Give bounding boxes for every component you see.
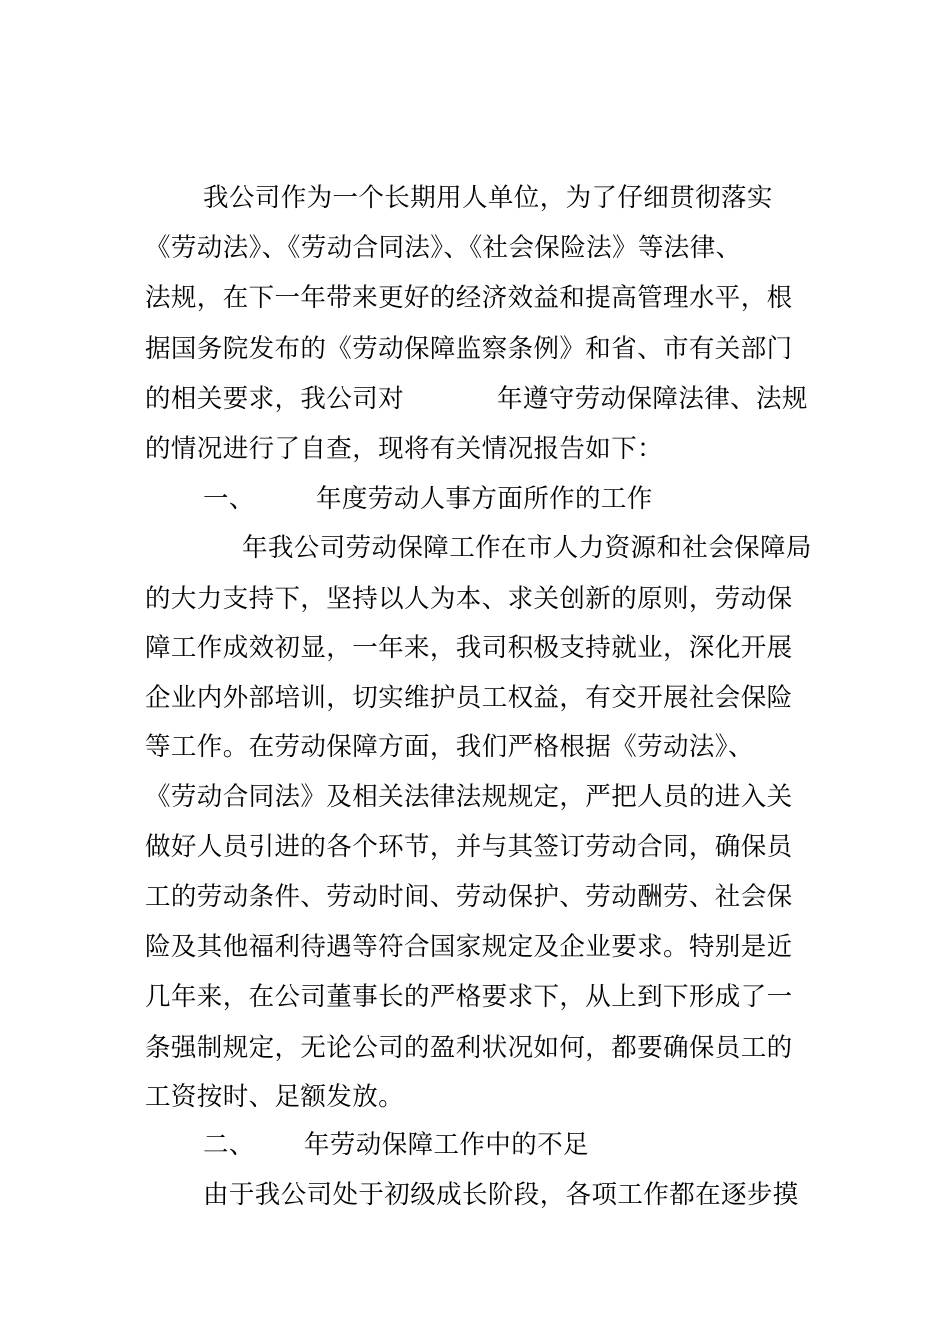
paragraph-text: 的相关要求，我公司对	[145, 384, 405, 414]
paragraph-line: 等工作。在劳动保障方面，我们严格根据《劳动法》、	[145, 732, 754, 762]
section-title: 年度劳动人事方面所作的工作	[316, 484, 653, 514]
paragraph-line: 企业内外部培训，切实维护员工权益，有交开展社会保险	[145, 683, 793, 713]
paragraph-line: 的大力支持下，坚持以人为本、求关创新的原则，劳动保	[145, 584, 793, 614]
paragraph-line: 据国务院发布的《劳动保障监察条例》和省、市有关部门	[145, 334, 793, 364]
paragraph-line	[145, 381, 808, 417]
section-heading-2	[203, 1127, 589, 1163]
paragraph-line: 年我公司劳动保障工作在市人力资源和社会保障局	[242, 533, 812, 563]
paragraph-line: 工的劳动条件、劳动时间、劳动保护、劳动酬劳、社会保	[145, 882, 793, 912]
section-number: 二、	[203, 1130, 255, 1160]
paragraph-line: 《劳动法》、《劳动合同法》、《社会保险法》等法律、	[145, 233, 742, 263]
paragraph-line: 《劳动合同法》及相关法律法规规定，严把人员的进入关	[145, 782, 793, 812]
paragraph-line: 条强制规定，无论公司的盈利状况如何，都要确保员工的	[145, 1033, 793, 1063]
paragraph-line: 我公司作为一个长期用人单位，为了仔细贯彻落实	[203, 183, 773, 213]
paragraph-line: 法规，在下一年带来更好的经济效益和提高管理水平，根	[145, 283, 793, 313]
paragraph-line: 工资按时、足额发放。	[145, 1082, 405, 1112]
section-number: 一、	[203, 484, 255, 514]
paragraph-line: 障工作成效初显，一年来，我司积极支持就业，深化开展	[145, 633, 793, 663]
section-heading-1	[203, 481, 653, 517]
paragraph-line: 做好人员引进的各个环节，并与其签订劳动合同，确保员	[145, 832, 793, 862]
paragraph-line: 险及其他福利待遇等符合国家规定及企业要求。特别是近	[145, 932, 793, 962]
paragraph-text: 年遵守劳动保障法律、法规	[497, 384, 808, 414]
paragraph-line: 的情况进行了自查，现将有关情况报告如下：	[145, 434, 664, 464]
paragraph-line: 几年来，在公司董事长的严格要求下，从上到下形成了一	[145, 982, 793, 1012]
section-title: 年劳动保障工作中的不足	[304, 1130, 589, 1160]
paragraph-line: 由于我公司处于初级成长阶段，各项工作都在逐步摸	[203, 1180, 799, 1210]
